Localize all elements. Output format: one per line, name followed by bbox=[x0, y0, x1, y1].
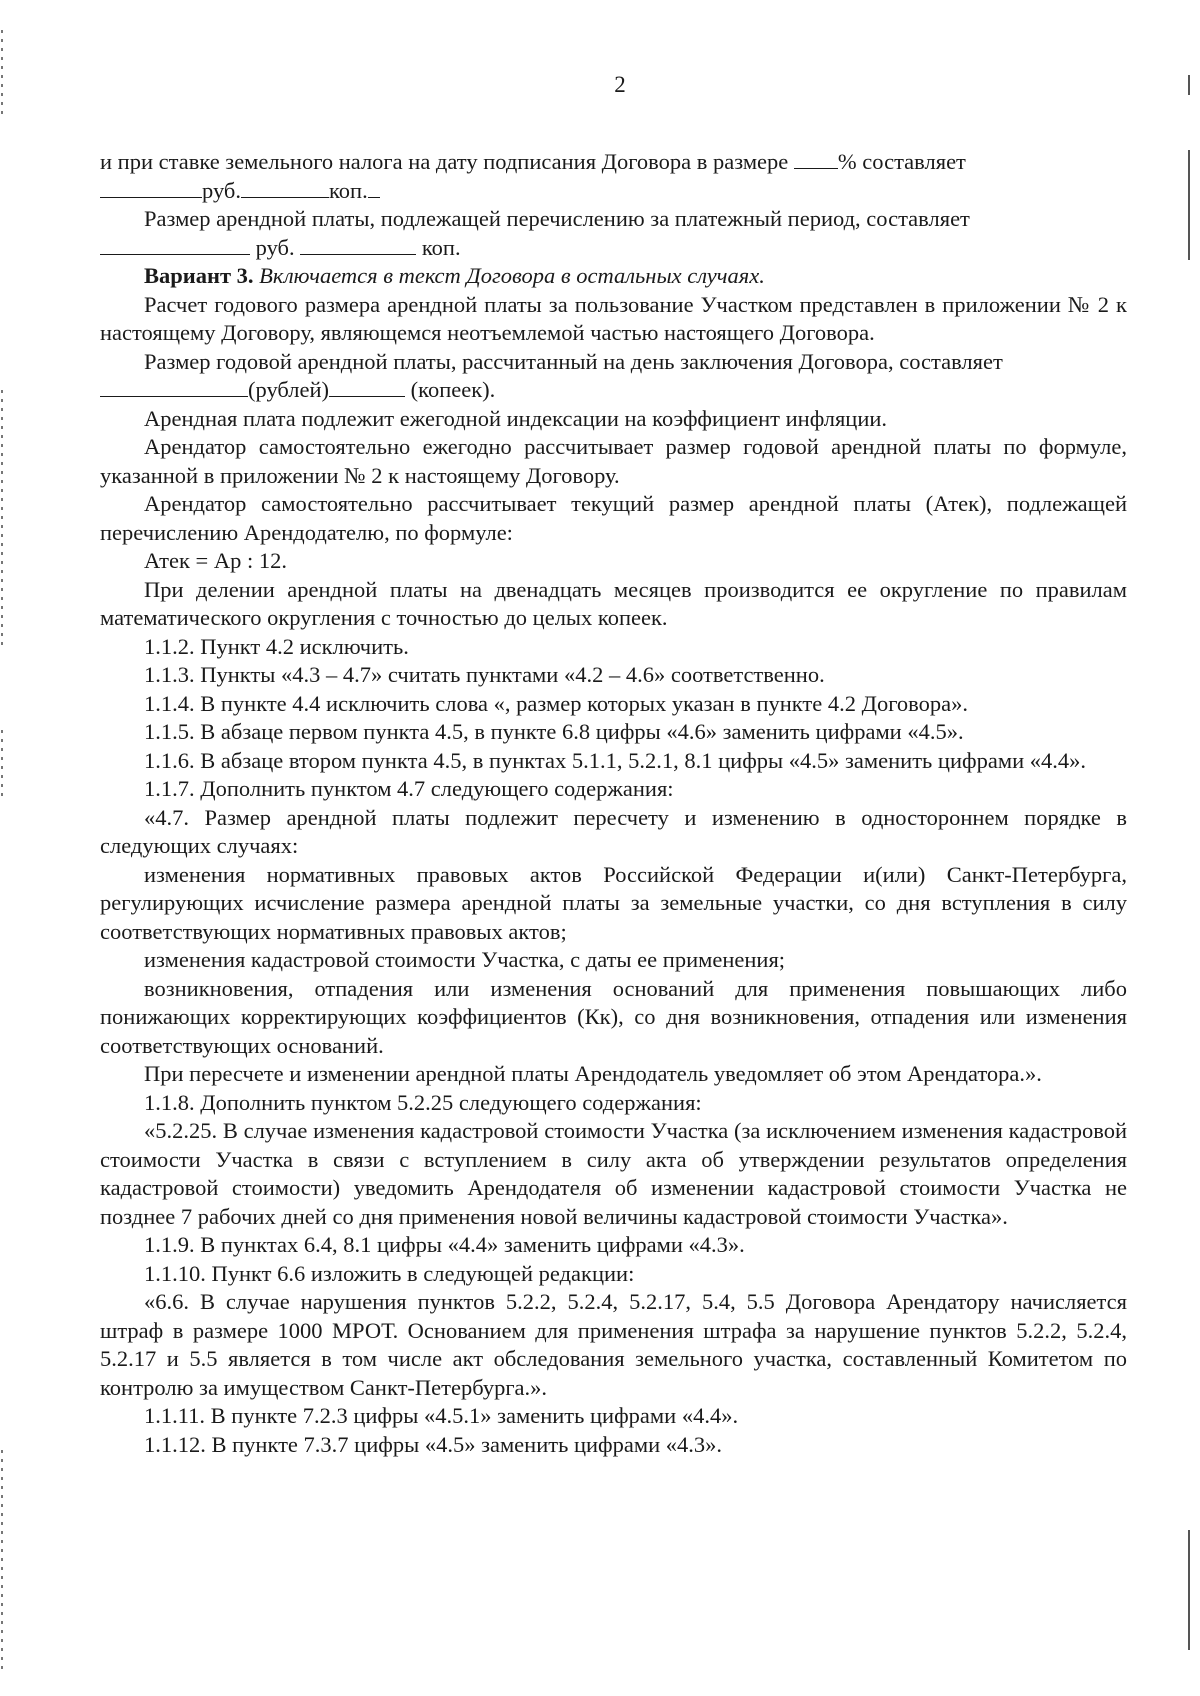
quote-4-7-case-c: возникновения, отпадения или изменения оснований для применения повышающих либо понижающих корректирующих коэффициентов (Кк), со дня возникновения, отпадения или изменения соответствующих оснований. bbox=[100, 975, 1127, 1058]
item-1-1-8: 1.1.8. Дополнить пунктом 5.2.25 следующего содержания: bbox=[144, 1089, 702, 1115]
variant-3-label: Вариант 3. bbox=[144, 263, 254, 288]
paragraph-tax-rate: и при ставке земельного налога на дату подписания Договора в размере % составляет руб. коп. bbox=[100, 149, 966, 203]
item-1-1-7: 1.1.7. Дополнить пунктом 4.7 следующего содержания: bbox=[144, 776, 674, 801]
quote-4-7-case-a: изменения нормативных правовых актов Российской Федерации и(или) Санкт-Петербурга, регулирующих исчисление размера арендной платы за земельные участки, со дня вступления в силу соответствующих нормативных правовых актов; bbox=[100, 861, 1127, 944]
paragraph-current-rent: Арендатор самостоятельно рассчитывает текущий размер арендной платы (Атек), подлежащей перечислению Арендодателю, по формуле: bbox=[100, 491, 1127, 545]
item-1-1-2: 1.1.2. Пункт 4.2 исключить. bbox=[144, 633, 409, 659]
item-1-1-11: 1.1.11. В пункте 7.2.3 цифры «4.5.1» заменить цифрами «4.4». bbox=[144, 1403, 739, 1428]
paragraph-tenant-calculates: Арендатор самостоятельно ежегодно рассчитывает размер годовой арендной платы по формуле, указанной в приложении № 2 к настоящему Договору. bbox=[100, 434, 1127, 488]
item-1-1-4: 1.1.4. В пункте 4.4 исключить слова «, размер которых указан в пункте 4.2 Договора». bbox=[144, 690, 968, 716]
paragraph-annual-rent: Размер годовой арендной платы, рассчитанный на день заключения Договора, составляет bbox=[144, 348, 1003, 374]
item-1-1-12: 1.1.12. В пункте 7.3.7 цифры «4.5» заменить цифрами «4.3». bbox=[144, 1431, 723, 1457]
blank-tax-percent bbox=[794, 148, 838, 169]
paragraph-rounding: При делении арендной платы на двенадцать месяцев производится ее округление по правилам математического округления с точностью до целых копеек. bbox=[100, 576, 1127, 630]
paragraph-annual-rent-sum: (рублей) (копеек). bbox=[100, 376, 1127, 405]
blank-annual-kopecks bbox=[329, 376, 405, 397]
quote-4-7-case-b: изменения кадастровой стоимости Участка, с даты ее применения; bbox=[144, 947, 786, 972]
paragraph-indexation: Арендная плата подлежит ежегодной индексации на коэффициент инфляции. bbox=[144, 405, 888, 431]
item-1-1-10: 1.1.10. Пункт 6.6 изложить в следующей редакции: bbox=[144, 1260, 635, 1286]
item-1-1-6: 1.1.6. В абзаце втором пункта 4.5, в пунктах 5.1.1, 5.2.1, 8.1 цифры «4.5» заменить цифрами «4.4». bbox=[144, 747, 1086, 773]
formula: Атек = Ар : 12. bbox=[144, 548, 287, 573]
blank-rubles bbox=[100, 177, 202, 198]
paragraph-period-rent-sum: руб. коп. bbox=[100, 234, 1127, 263]
quote-4-7-notice: При пересчете и изменении арендной платы Арендодатель уведомляет об этом Арендатора.». bbox=[144, 1061, 1042, 1086]
blank-kopecks bbox=[241, 177, 329, 198]
quote-4-7: «4.7. Размер арендной платы подлежит пересчету и изменению в одностороннем порядке в следующих случаях: bbox=[100, 804, 1127, 858]
blank-trailing bbox=[368, 177, 380, 198]
quote-5-2-25: «5.2.25. В случае изменения кадастровой стоимости Участка (за исключением изменения кадастровой стоимости Участка в связи с вступлением в силу акта об утверждении результатов определения кадастровой стоимости) уведомить Арендодателя об изменении кадастровой стоимости Участка не позднее 7 рабочих дней со дня применения новой величины кадастровой стоимости Участка». bbox=[100, 1118, 1127, 1229]
variant-3-note: Включается в текст Договора в остальных случаях. bbox=[253, 263, 765, 288]
paragraph-period-rent: Размер арендной платы, подлежащей перечислению за платежный период, составляет bbox=[144, 206, 970, 231]
scan-edge-line-right-upper bbox=[1188, 150, 1190, 260]
item-1-1-9: 1.1.9. В пунктах 6.4, 8.1 цифры «4.4» заменить цифрами «4.3». bbox=[144, 1232, 745, 1257]
document-body bbox=[100, 148, 1127, 1459]
page-number: 2 bbox=[614, 72, 626, 97]
paragraph-calculation: Расчет годового размера арендной платы за пользование Участком представлен в приложении № 2 к настоящему Договору, являющемся неотъемлемой частью настоящего Договора. bbox=[100, 291, 1127, 345]
quote-6-6: «6.6. В случае нарушения пунктов 5.2.2, 5.2.4, 5.2.17, 5.4, 5.5 Договора Арендатору начисляется штраф в размере 1000 МРОТ. Основанием для применения штрафа за нарушение пунктов 5.2.2, 5.2.4, 5.2.17 и 5.5 является в том числе акт обследования земельного участка, составленный Комитетом по контролю за имуществом Санкт-Петербурга.». bbox=[100, 1289, 1127, 1400]
blank-annual-rubles bbox=[100, 376, 248, 397]
blank-period-kopecks bbox=[300, 234, 416, 255]
paragraph-variant-3 bbox=[100, 262, 1127, 291]
blank-period-rubles bbox=[100, 234, 250, 255]
scan-edge-line-right-lower bbox=[1188, 1530, 1190, 1650]
scan-edge-marks-lower bbox=[1, 730, 3, 800]
scan-edge-marks-middle bbox=[1, 390, 3, 650]
scan-edge-marks-bottom bbox=[1, 1450, 3, 1670]
item-1-1-5: 1.1.5. В абзаце первом пункта 4.5, в пункте 6.8 цифры «4.6» заменить цифрами «4.5». bbox=[144, 719, 964, 744]
item-1-1-3: 1.1.3. Пункты «4.3 – 4.7» считать пунктами «4.2 – 4.6» соответственно. bbox=[144, 662, 825, 687]
